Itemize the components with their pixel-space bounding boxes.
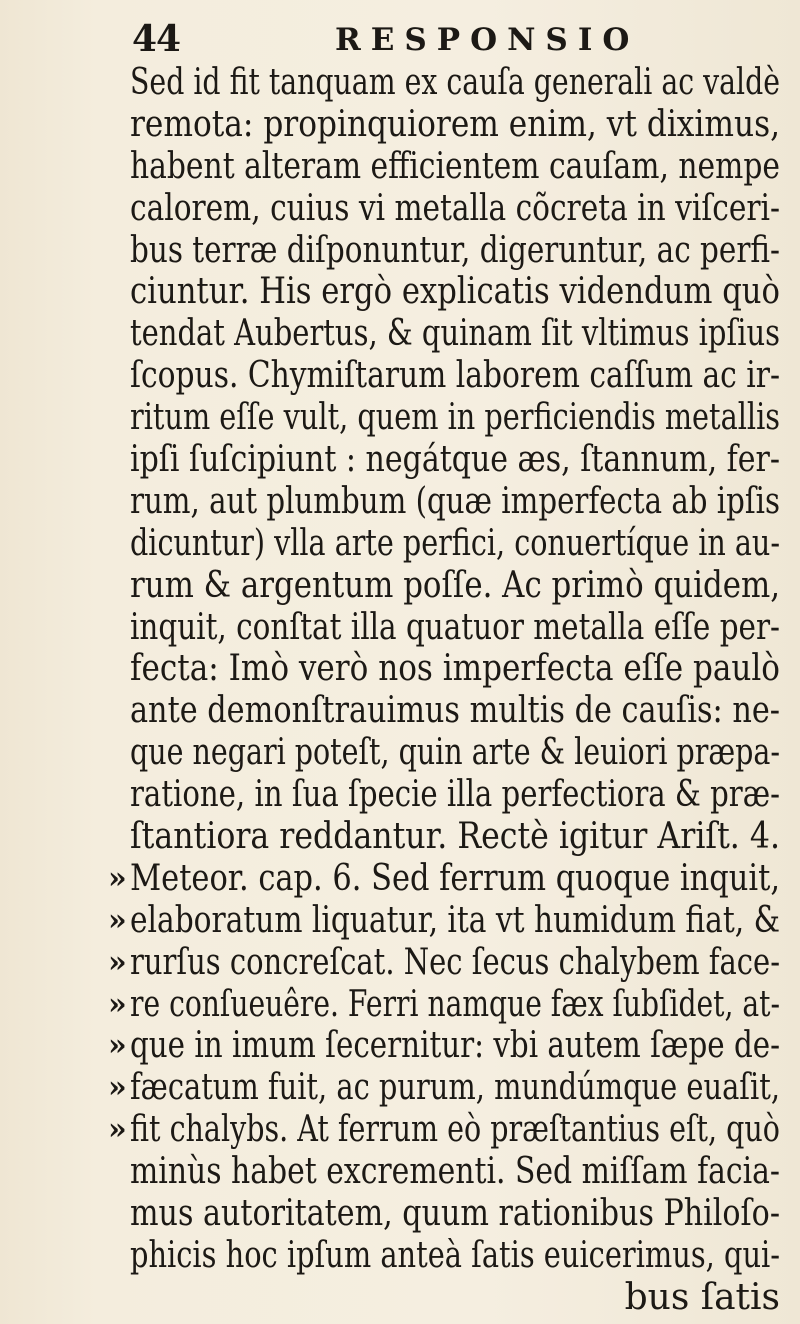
text-line (130, 355, 780, 397)
text-line (130, 816, 780, 858)
quotation-marker: » (108, 902, 127, 938)
line-text: calorem, cuius vi metalla cõcreta in viſceri- (130, 187, 780, 229)
text-line (130, 1151, 780, 1193)
text-line (108, 1109, 780, 1151)
text-line (130, 565, 780, 607)
line-text: que negari poteſt, quin arte & leuiori præpa- (130, 732, 780, 774)
text-line (108, 941, 780, 984)
text-line (130, 481, 780, 523)
text-line (130, 1277, 780, 1319)
line-text: re conſueuêre. Ferri namque fæx ſubſidet, at- (130, 983, 780, 1025)
quotation-marker: » (108, 944, 127, 980)
text-line (130, 1193, 780, 1235)
text-line (130, 271, 780, 313)
text-line (108, 983, 780, 1026)
line-text: dicuntur) vlla arte perfici, conuertíque in au- (130, 522, 780, 564)
text-line (130, 1235, 780, 1277)
text-line (130, 732, 780, 774)
text-line (130, 62, 780, 104)
line-text: elaboratum liquatur, ita vt humidum fiat, & (130, 899, 780, 941)
quotation-marker: » (108, 1070, 127, 1106)
line-text: phicis hoc ipſum anteà ſatis euicerimus, qui- (130, 1234, 780, 1276)
line-text: tendat Aubertus, & quinam ſit vltimus ipſius (130, 313, 780, 355)
line-text: mus autoritatem, quum rationibus Philoſo- (130, 1193, 780, 1235)
page-number: 44 (132, 18, 181, 60)
line-text: Meteor. cap. 6. Sed ferrum quoque inquit, (130, 857, 780, 899)
line-text: bus terræ diſponuntur, digeruntur, ac perfi- (130, 229, 780, 271)
line-text: ſcopus. Chymiſtarum laborem caſſum ac ir- (130, 355, 780, 397)
text-line (130, 523, 780, 565)
line-text: Sed id fit tanquam ex cauſa generali ac valdè (130, 62, 780, 103)
line-text: ſtantiora reddantur. Rectè igitur Ariſt. 4. (130, 816, 780, 858)
quotation-marker: » (108, 986, 127, 1022)
text-line (130, 439, 780, 481)
text-line (130, 397, 780, 439)
quotation-marker: » (108, 1112, 127, 1148)
line-text: inquit, conſtat illa quatuor metalla eſſe per- (130, 606, 780, 648)
text-line (130, 774, 780, 816)
line-text: minùs habet excrementi. Sed miſſam facia- (130, 1151, 780, 1193)
page-header (0, 14, 800, 62)
quotation-marker: » (108, 1028, 127, 1064)
text-line (130, 230, 780, 272)
line-text: que in imum ſecernitur: vbi autem ſæpe de- (130, 1025, 780, 1067)
line-text: ritum eſſe vult, quem in perficiendis metallis (130, 397, 780, 439)
line-text: fæcatum fuit, ac purum, mundúmque euaſit, (130, 1067, 780, 1109)
line-text: ciuntur. His ergò explicatis videndum quò (130, 271, 780, 313)
line-text: ipſi ſuſcipiunt : negátque æs, ſtannum, fer- (130, 439, 780, 481)
text-line (130, 188, 780, 230)
line-text: rurſus concreſcat. Nec ſecus chalybem face- (130, 941, 780, 983)
text-line (130, 690, 780, 732)
line-text: fecta: Imò verò nos imperfecta eſſe paulò (130, 648, 780, 690)
line-text: remota: propinquiorem enim, vt diximus, (130, 103, 780, 145)
text-line (108, 857, 780, 900)
quotation-marker: » (108, 860, 127, 896)
line-text: ratione, in ſua ſpecie illa perfectiora & præ- (130, 774, 780, 816)
body-text (108, 62, 780, 1319)
line-text: bus ſatis (624, 1276, 780, 1318)
line-text: rum & argentum poſſe. Ac primò quidem, (130, 564, 780, 606)
text-line (130, 104, 780, 146)
text-line (130, 648, 780, 690)
text-line (130, 607, 780, 649)
text-line (108, 1067, 780, 1109)
text-line (130, 146, 780, 188)
line-text: fit chalybs. At ferrum eò præſtantius eſt, quò (130, 1109, 780, 1151)
running-head: RESPONSIO (335, 22, 640, 58)
line-text: habent alteram efficientem cauſam, nempe (130, 145, 780, 187)
line-text: ante demonſtrauimus multis de cauſis: ne- (130, 690, 780, 732)
line-text: rum, aut plumbum (quæ imperfecta ab ipſis (130, 480, 780, 522)
text-line (130, 313, 780, 355)
text-line (108, 1025, 780, 1067)
text-line (108, 899, 780, 942)
